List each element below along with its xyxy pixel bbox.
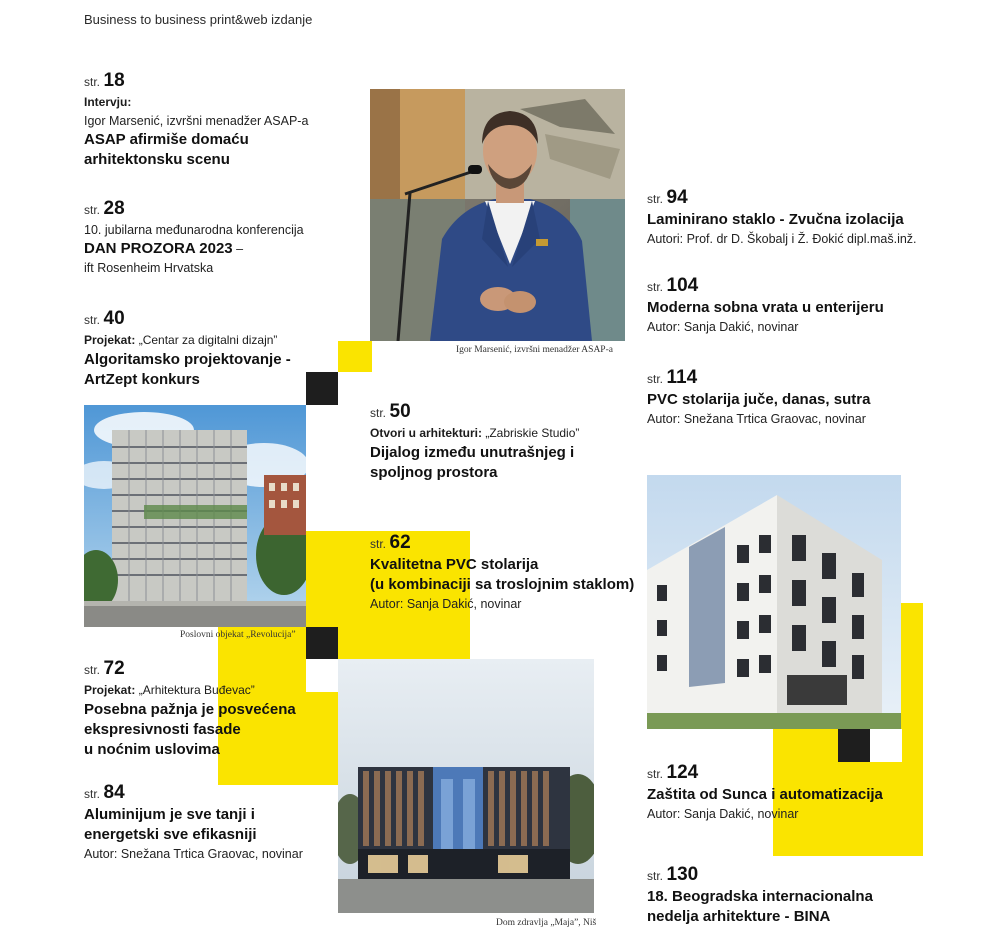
page-number: 130 (666, 864, 699, 885)
entry-title: spoljnog prostora (370, 464, 498, 481)
entry-category: Intervju: (84, 95, 132, 109)
toc-entry (647, 187, 947, 248)
building-revolucija-photo (84, 405, 306, 627)
building-revolucija-caption: Poslovni objekat „Revolucija” (180, 630, 296, 640)
entry-category: Projekat: (84, 333, 136, 347)
entry-title: Posebna pažnja je posvećena (84, 701, 296, 718)
entry-title: energetski sve efikasniji (84, 826, 257, 843)
page-prefix: str. (647, 192, 664, 206)
entry-author: Autori: Prof. dr D. Škobalj i Ž. Đokić dipl.maš.inž. (647, 232, 917, 246)
page-number: 114 (666, 367, 698, 388)
page-prefix: str. (84, 787, 101, 801)
page-prefix: str. (370, 537, 387, 551)
toc-entry (647, 367, 947, 428)
toc-entry (370, 401, 640, 483)
entry-category: Otvori u arhitekturi: (370, 426, 483, 440)
accent-block-black (838, 729, 870, 762)
entry-title: Moderna sobna vrata u enterijeru (647, 299, 884, 316)
entry-category: Projekat: (84, 683, 136, 697)
toc-entry (647, 864, 947, 927)
entry-title: ArtZept konkurs (84, 371, 200, 388)
entry-title: DAN PROZORA 2023 (84, 240, 233, 257)
entry-title: (u kombinaciji sa troslojnim staklom) (370, 576, 635, 593)
accent-block-black (306, 627, 338, 659)
accent-block-white (870, 729, 902, 762)
page-number: 94 (666, 187, 688, 208)
entry-subtitle: Igor Marsenić, izvršni menadžer ASAP-a (84, 114, 309, 128)
entry-title: ekspresivnosti fasade (84, 721, 241, 738)
page-number: 62 (389, 532, 411, 553)
health-center-caption: Dom zdravlja „Maja”, Niš (496, 918, 597, 928)
page-prefix: str. (84, 663, 101, 677)
portrait-caption: Igor Marsenić, izvršni menadžer ASAP-a (456, 345, 613, 355)
page-prefix: str. (84, 313, 101, 327)
page-number: 84 (103, 782, 125, 803)
page-number: 28 (103, 198, 125, 219)
entry-author: Autor: Sanja Dakić, novinar (647, 807, 799, 821)
entry-title: Aluminijum je sve tanji i (84, 806, 255, 823)
toc-entry (84, 308, 344, 390)
residential-building-photo (647, 475, 901, 729)
entry-project-name: „Centar za digitalni dizajn” (135, 333, 278, 347)
entry-title-dash: – (232, 242, 244, 256)
entry-title: Kvalitetna PVC stolarija (370, 556, 539, 573)
entry-title: nedelja arhitekture - BINA (647, 908, 831, 925)
page-prefix: str. (647, 767, 664, 781)
page-number: 40 (103, 308, 125, 329)
entry-title: 18. Beogradska internacionalna (647, 888, 873, 905)
page-number: 124 (666, 762, 699, 783)
entry-title: u noćnim uslovima (84, 741, 220, 758)
toc-entry (84, 782, 334, 863)
page-prefix: str. (84, 75, 101, 89)
toc-entry (84, 70, 334, 170)
entry-title: Dijalog između unutrašnjeg i (370, 444, 575, 461)
page-number: 104 (666, 275, 699, 296)
entry-subtitle: 10. jubilarna međunarodna konferencija (84, 223, 304, 237)
toc-entry (84, 198, 344, 277)
toc-entry (647, 275, 947, 336)
entry-project-name: „Arhitektura Buđevac” (135, 683, 255, 697)
entry-project-name: „Zabriskie Studio” (482, 426, 580, 440)
publication-tagline: Business to business print&web izdanje (84, 12, 313, 27)
page-number: 18 (103, 70, 125, 91)
entry-title: ASAP afirmiše domaću (84, 131, 249, 148)
page-number: 72 (103, 658, 125, 679)
entry-author: Autor: Sanja Dakić, novinar (647, 320, 799, 334)
page-prefix: str. (647, 869, 664, 883)
page-prefix: str. (370, 406, 387, 420)
entry-author: Autor: Snežana Trtica Graovac, novinar (647, 412, 866, 426)
entry-title: Algoritamsko projektovanje - (84, 351, 291, 368)
entry-author: Autor: Sanja Dakić, novinar (370, 597, 522, 611)
toc-entry (647, 762, 947, 823)
portrait-photo (370, 89, 625, 341)
entry-title: arhitektonsku scenu (84, 151, 230, 168)
page-prefix: str. (647, 372, 664, 386)
entry-subtitle: ift Rosenheim Hrvatska (84, 261, 214, 275)
page-prefix: str. (647, 280, 664, 294)
page-prefix: str. (84, 203, 101, 217)
health-center-photo (338, 659, 594, 913)
page-number: 50 (389, 401, 411, 422)
entry-author: Autor: Snežana Trtica Graovac, novinar (84, 847, 303, 861)
toc-entry (84, 658, 334, 760)
entry-title: Laminirano staklo - Zvučna izolacija (647, 211, 904, 228)
entry-title: Zaštita od Sunca i automatizacija (647, 786, 883, 803)
entry-title: PVC stolarija juče, danas, sutra (647, 391, 871, 408)
toc-entry (370, 532, 645, 613)
